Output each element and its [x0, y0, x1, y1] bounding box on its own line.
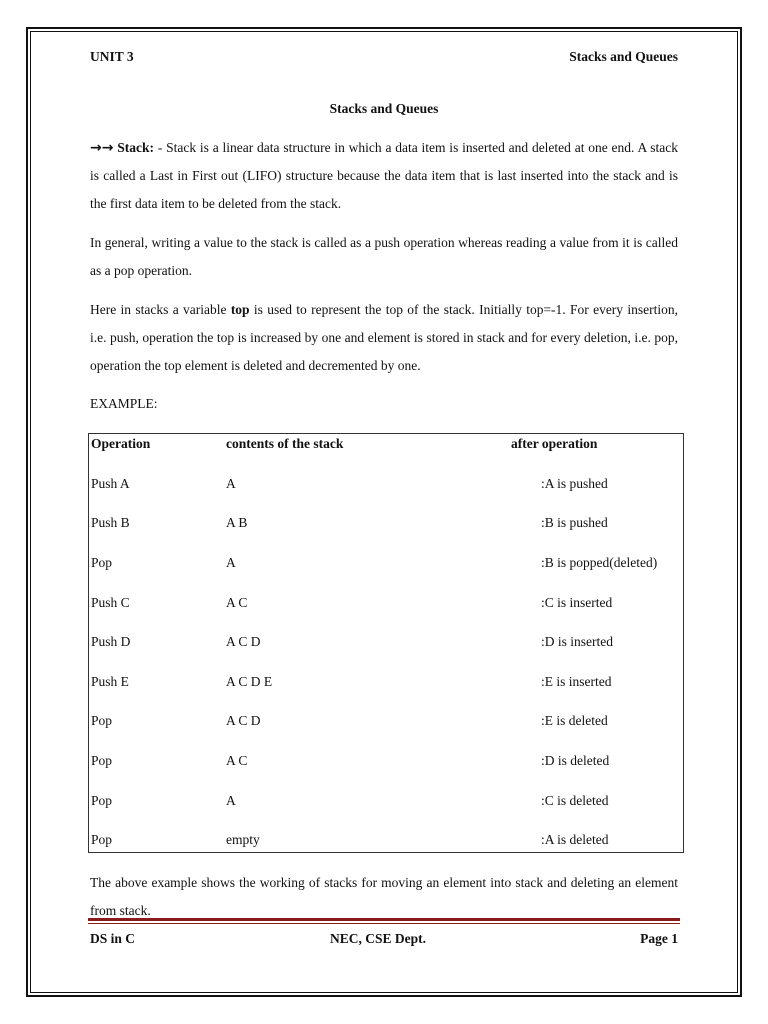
- table-row-6-after: :E is inserted: [541, 674, 612, 689]
- double-arrow-icon: →→: [90, 140, 114, 156]
- closing-paragraph: The above example shows the working of stacks for moving an element into stack and deleting an element from stack.: [90, 875, 678, 918]
- table-row-5-operation: Push D: [91, 634, 131, 649]
- example-label: EXAMPLE:: [90, 396, 158, 411]
- top-keyword: top: [230, 302, 250, 317]
- top-para-before: Here in stacks a variable: [90, 302, 231, 317]
- page-title: Stacks and Queues: [329, 101, 439, 116]
- table-row-8-after: :D is deleted: [541, 753, 610, 768]
- footer-rule-thin: [88, 923, 680, 924]
- table-row-7-contents: A C D: [226, 713, 261, 728]
- table-row-3-after: :B is popped(deleted): [541, 555, 658, 570]
- table-row-8-operation: Pop: [91, 753, 113, 768]
- stack-term: Stack:: [117, 140, 155, 155]
- table-row-7-operation: Pop: [91, 713, 113, 728]
- footer-department: NEC, CSE Dept.: [330, 931, 427, 946]
- table-row-5-after: :D is inserted: [541, 634, 613, 649]
- header-topic: Stacks and Queues: [569, 49, 678, 64]
- footer-page-number: Page 1: [640, 931, 678, 946]
- table-row-2-after: :B is pushed: [541, 515, 608, 530]
- table-row-9-after: :C is deleted: [541, 793, 609, 808]
- push-pop-paragraph: In general, writing a value to the stack is called as a push operation whereas reading a value from it is called as a pop operation.: [90, 235, 678, 278]
- table-row-10-operation: Pop: [91, 832, 113, 847]
- table-row-4-after: :C is inserted: [541, 595, 613, 610]
- table-row-4-operation: Push C: [91, 595, 130, 610]
- footer-course: DS in C: [90, 931, 136, 946]
- table-row-6-operation: Push E: [91, 674, 129, 689]
- stack-definition-paragraph: [90, 134, 678, 218]
- table-row-8-contents: A C: [226, 753, 248, 768]
- header-unit: UNIT 3: [90, 49, 134, 64]
- table-row-2-operation: Push B: [91, 515, 130, 530]
- table-header-contents: contents of the stack: [226, 436, 344, 451]
- table-row-1-operation: Push A: [91, 476, 130, 491]
- table-header-after: after operation: [511, 436, 598, 451]
- table-row-1-after: :A is pushed: [541, 476, 608, 491]
- table-row-10-after: :A is deleted: [541, 832, 609, 847]
- table-row-10-contents: empty: [226, 832, 260, 847]
- table-row-4-contents: A C: [226, 595, 248, 610]
- stack-definition-text: - Stack is a linear data structure in which a data item is inserted and deleted at one end. A stack is called a Last in First out (LIFO) structure because the data item that is last inserted into the stack and is the first data item to be deleted from the stack.: [90, 140, 679, 211]
- table-row-9-contents: A: [226, 793, 236, 808]
- table-row-2-contents: A B: [226, 515, 248, 530]
- table-header-operation: Operation: [91, 436, 151, 451]
- top-variable-paragraph: [90, 296, 678, 380]
- table-row-3-contents: A: [226, 555, 236, 570]
- table-row-3-operation: Pop: [91, 555, 113, 570]
- table-row-6-contents: A C D E: [226, 674, 273, 689]
- table-row-7-after: :E is deleted: [541, 713, 608, 728]
- table-row-1-contents: A: [226, 476, 236, 491]
- table-row-9-operation: Pop: [91, 793, 113, 808]
- table-row-5-contents: A C D: [226, 634, 261, 649]
- top-para-after: is used to represent the top of the stack. Initially top=-1. For every insertion, i.e. push, operation the top is increased by one and element is stored in stack and for every deletion, i.e. pop, operation the top element is deleted and decremented by one.: [90, 302, 678, 373]
- footer-rule-thick: [88, 918, 680, 921]
